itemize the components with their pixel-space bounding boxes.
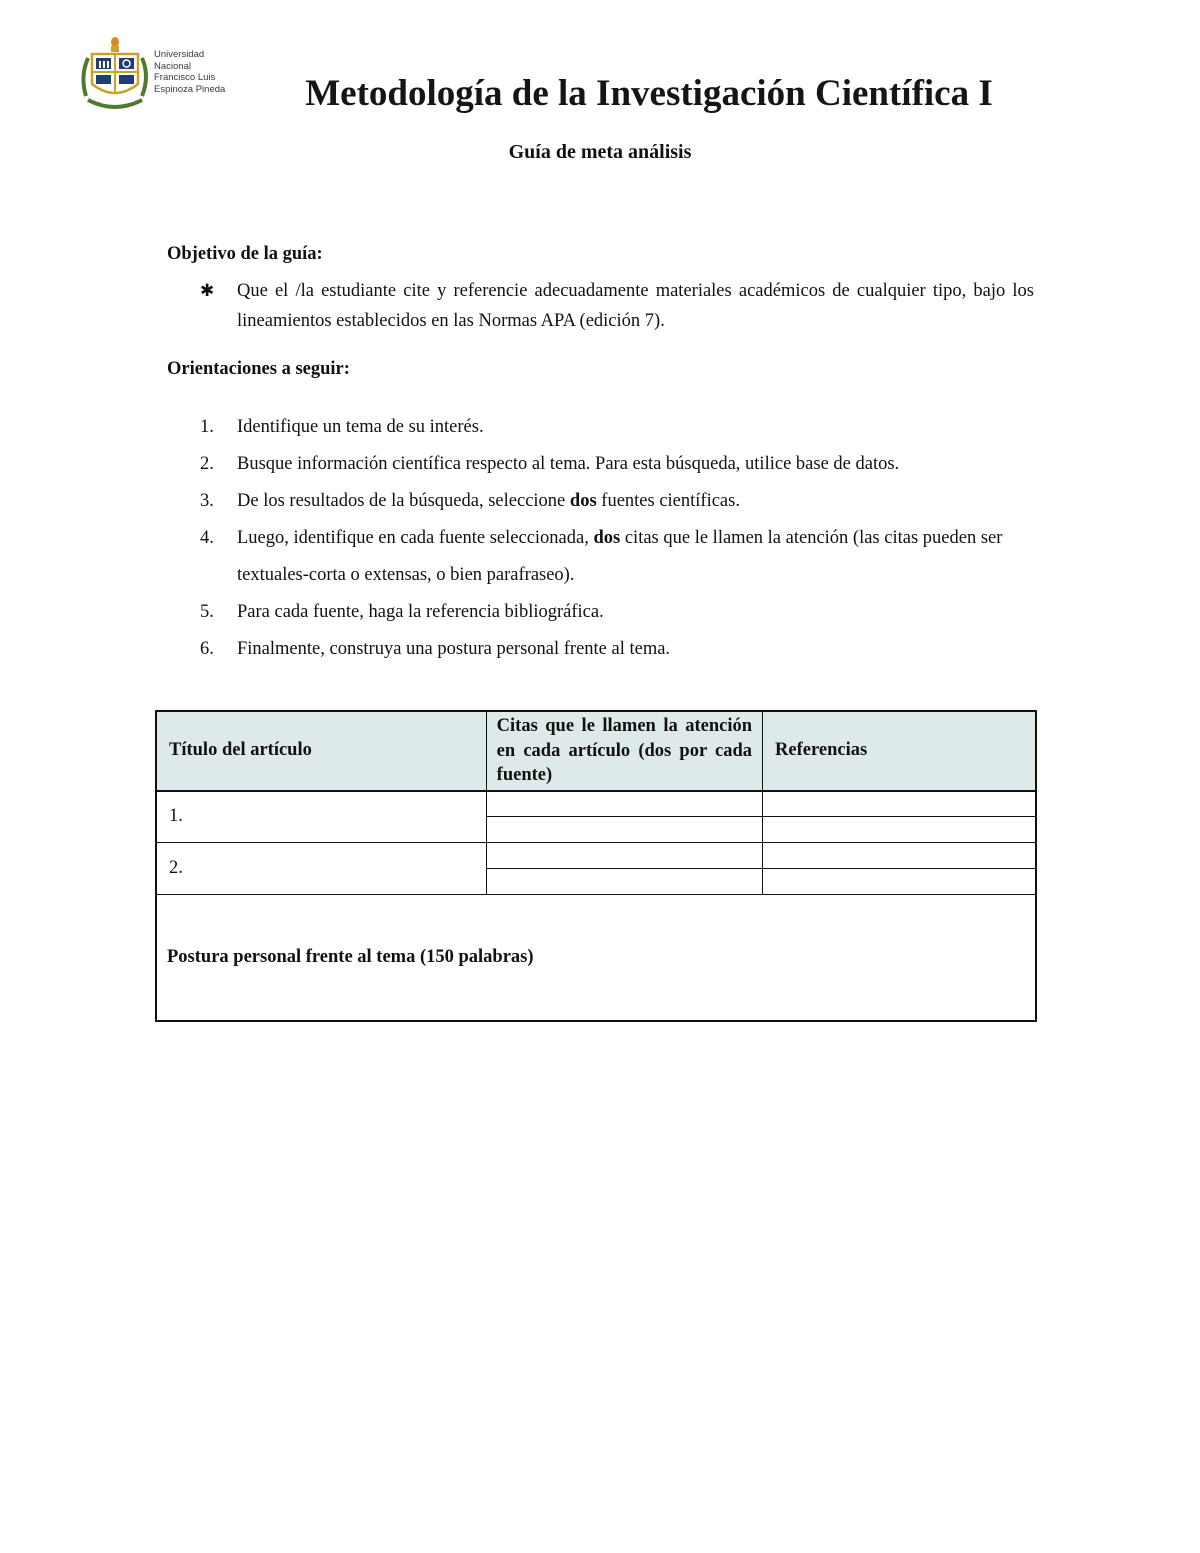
header-article-title: Título del artículo [156, 711, 486, 791]
list-item [200, 446, 1040, 483]
reference-cell[interactable] [763, 817, 1036, 843]
objective-bullet [200, 276, 1034, 336]
list-item [200, 594, 1040, 631]
list-item [200, 631, 1040, 668]
article-number-cell[interactable]: 2. [156, 843, 486, 895]
list-text-part: citas que le llamen la atención (las citas pueden ser textuales-corta o extensas, o bien parafraseo). [237, 528, 1003, 585]
header-citations: Citas que le llamen la atención en cada artículo (dos por cada fuente) [486, 711, 762, 791]
list-number: 1. [200, 417, 214, 437]
list-number: 3. [200, 491, 214, 511]
list-text: Identifique un tema de su interés. [237, 417, 484, 437]
emphasis-text: dos [569, 491, 597, 511]
citation-cell[interactable] [486, 843, 762, 869]
logo-line: Espinoza Pineda [154, 83, 226, 95]
reference-cell[interactable] [763, 843, 1036, 869]
list-item [200, 409, 1040, 446]
reference-cell[interactable] [763, 869, 1036, 895]
list-number: 4. [200, 528, 214, 548]
document-subtitle: Guía de meta análisis [508, 141, 692, 163]
article-number-cell[interactable]: 1. [156, 791, 486, 843]
list-item [200, 520, 1040, 594]
list-text [237, 483, 1040, 520]
document-title: Metodología de la Investigación Científica I [305, 73, 993, 114]
emphasis-text: dos [593, 528, 621, 548]
orientations-heading: Orientaciones a seguir: [167, 359, 350, 379]
logo-line: Universidad [154, 49, 205, 60]
reference-cell[interactable] [763, 791, 1036, 817]
list-number: 2. [200, 454, 214, 474]
personal-posture-cell[interactable]: Postura personal frente al tema (150 palabras) [156, 895, 1036, 1021]
table-row [156, 895, 1036, 1021]
list-item [200, 483, 1040, 520]
list-number: 6. [200, 639, 214, 659]
list-text [237, 520, 1040, 594]
asterisk-bullet-icon: ✱ [200, 281, 215, 300]
list-text: Para cada fuente, haga la referencia bibliográfica. [237, 602, 604, 622]
meta-analysis-table [155, 710, 1037, 1022]
list-text-part: De los resultados de la búsqueda, seleccione [237, 491, 570, 511]
table-row [156, 843, 1036, 869]
logo-line: Francisco Luis [154, 72, 216, 83]
citation-cell[interactable] [486, 817, 762, 843]
objective-heading: Objetivo de la guía: [167, 244, 323, 264]
objective-text: Que el /la estudiante cite y referencie adecuadamente materiales académicos de cualquier tipo, bajo los lineamientos establecidos en las Normas APA (edición 7). [237, 281, 1034, 331]
table-header-row [156, 711, 1036, 791]
list-text: Finalmente, construya una postura personal frente al tema. [237, 639, 671, 659]
list-number: 5. [200, 602, 214, 622]
logo-line: Nacional [154, 60, 191, 72]
citation-cell[interactable] [486, 791, 762, 817]
table-row [156, 791, 1036, 817]
list-text-part: fuentes científicas. [596, 491, 740, 511]
list-text-part: Luego, identifique en cada fuente seleccionada, [237, 528, 594, 548]
citation-cell[interactable] [486, 869, 762, 895]
list-text: Busque información científica respecto al tema. Para esta búsqueda, utilice base de datos. [237, 454, 900, 474]
header-references: Referencias [763, 711, 1036, 791]
